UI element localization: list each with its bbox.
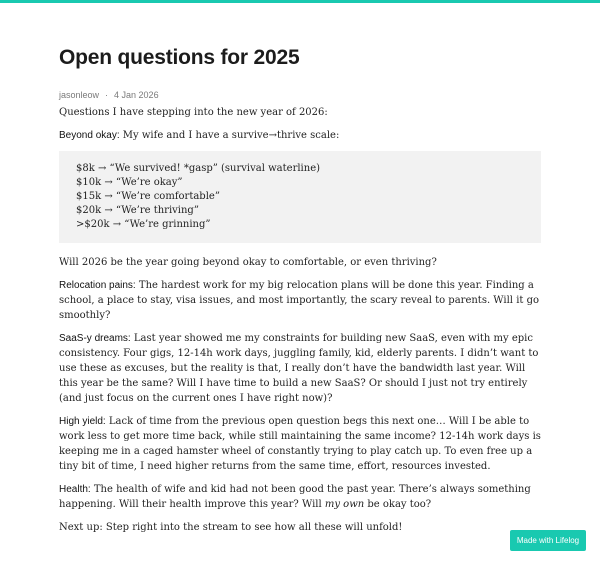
health-text-after: be okay too? <box>364 499 432 510</box>
health-text-before: The health of wife and kid had not been good the past year. There’s always something happening. Will their health improve this year? Will <box>59 484 531 510</box>
saas-text: Last year showed me my constraints for building new SaaS, even with my epic consistency. Four gigs, 12-14h work days, juggling family, kid, elderly parents. I didn’t want to use these as excuses, but the reality is that, I really don’t have the bandwidth last year. Will this year be the same? Will I have time to build a new SaaS? Or should I just not try entirely (and just focus on the current ones I have right now)? <box>59 333 539 404</box>
health-emphasis: my own <box>324 499 365 510</box>
next-up-paragraph: Next up: Step right into the stream to see how all these will unfold! <box>59 522 403 533</box>
intro-paragraph: Questions I have stepping into the new year of 2026: <box>59 107 328 118</box>
saas-lead: SaaS-y dreams: <box>59 333 131 344</box>
question-paragraph: Will 2026 be the year going beyond okay to comfortable, or even thriving? <box>59 257 437 268</box>
beyond-okay-paragraph <box>59 128 541 143</box>
relocation-lead: Relocation pains: <box>59 280 136 291</box>
saas-paragraph <box>59 331 541 406</box>
high-yield-lead: High yield: <box>59 416 106 427</box>
health-paragraph <box>59 482 541 512</box>
income-scale-blockquote <box>59 151 541 243</box>
relocation-paragraph <box>59 278 541 323</box>
scale-line: $20k → “We’re thriving” <box>76 205 199 216</box>
high-yield-text: Lack of time from the previous open question begs this next one… Will I be able to work less to get more time back, while still maintaining the same income? 12-14h work days is keeping me in a caged hamster wheel of constantly trying to play catch up. To even free up a tiny bit of time, I need higher returns from the same time, effort, resources invested. <box>59 416 541 472</box>
scale-line: $15k → “We’re comfortable” <box>76 191 220 202</box>
beyond-okay-text: My wife and I have a survive→thrive scale: <box>119 130 340 141</box>
beyond-okay-lead: Beyond okay: <box>59 130 120 141</box>
health-lead: Health: <box>59 484 91 495</box>
post-date: 4 Jan 2026 <box>114 90 159 100</box>
made-with-lifelog-button[interactable]: Made with Lifelog <box>510 530 586 551</box>
scale-line: >$20k → “We’re grinning” <box>76 219 211 230</box>
post-meta <box>59 89 541 101</box>
relocation-text: The hardest work for my big relocation plans will be done this year. Finding a school, a place to stay, visa issues, and most importantly, the scary reveal to parents. Will it go smoothly? <box>59 280 540 321</box>
article <box>59 44 541 543</box>
high-yield-paragraph <box>59 414 541 474</box>
post-title: Open questions for 2025 <box>59 46 300 69</box>
author-name[interactable]: jasonleow <box>59 90 100 100</box>
top-accent-bar <box>0 0 600 3</box>
scale-line: $10k → “We’re okay” <box>76 177 183 188</box>
scale-line: $8k → “We survived! *gasp” (survival waterline) <box>76 163 321 174</box>
meta-separator: · <box>105 90 109 100</box>
